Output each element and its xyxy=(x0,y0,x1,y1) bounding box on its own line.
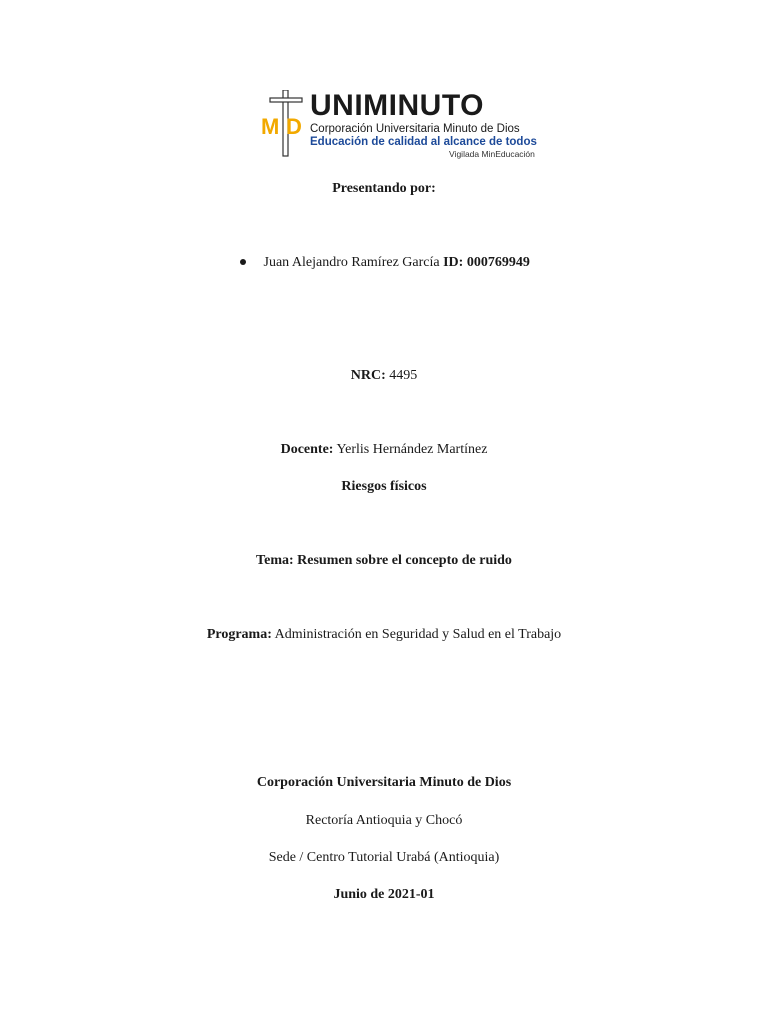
teacher-line xyxy=(0,441,768,459)
presented-by: Presentando por: xyxy=(332,181,436,196)
logo-name: UNIMINUTO xyxy=(310,89,484,122)
teacher-label: Docente: xyxy=(280,442,334,457)
sede: Sede / Centro Tutorial Urabá (Antioquia) xyxy=(268,850,500,865)
student-item xyxy=(240,254,530,272)
institution-name: Corporación Universitaria Minuto de Dios xyxy=(256,775,512,790)
student-id-label: ID: xyxy=(443,255,464,270)
teacher-value: Yerlis Hernández Martínez xyxy=(336,442,488,457)
nrc-label: NRC: xyxy=(350,368,386,383)
nrc-line xyxy=(0,367,768,385)
md-emblem-icon xyxy=(260,90,308,162)
topic-line xyxy=(0,552,768,570)
logo-vigilada: Vigilada MinEducación xyxy=(449,149,535,159)
topic-label: Tema: xyxy=(256,553,294,568)
svg-text:M: M xyxy=(261,114,280,139)
nrc-value: 4495 xyxy=(389,368,418,383)
logo-institution: Corporación Universitaria Minuto de Dios xyxy=(310,123,520,135)
rectoria: Rectoría Antioquia y Chocó xyxy=(305,813,463,828)
student-name: Juan Alejandro Ramírez García xyxy=(263,255,440,270)
program-line xyxy=(0,626,768,644)
uniminuto-logo xyxy=(260,89,537,162)
program-value: Administración en Seguridad y Salud en el Trabajo xyxy=(274,627,562,642)
svg-text:D: D xyxy=(286,114,302,139)
bullet-icon xyxy=(240,259,246,265)
topic-value: Resumen sobre el concepto de ruido xyxy=(297,553,512,568)
course-title: Riesgos físicos xyxy=(341,479,427,494)
date: Junio de 2021-01 xyxy=(333,887,435,902)
program-label: Programa: xyxy=(206,627,272,642)
logo-slogan: Educación de calidad al alcance de todos xyxy=(310,136,537,148)
student-id-value: 000769949 xyxy=(466,255,530,270)
